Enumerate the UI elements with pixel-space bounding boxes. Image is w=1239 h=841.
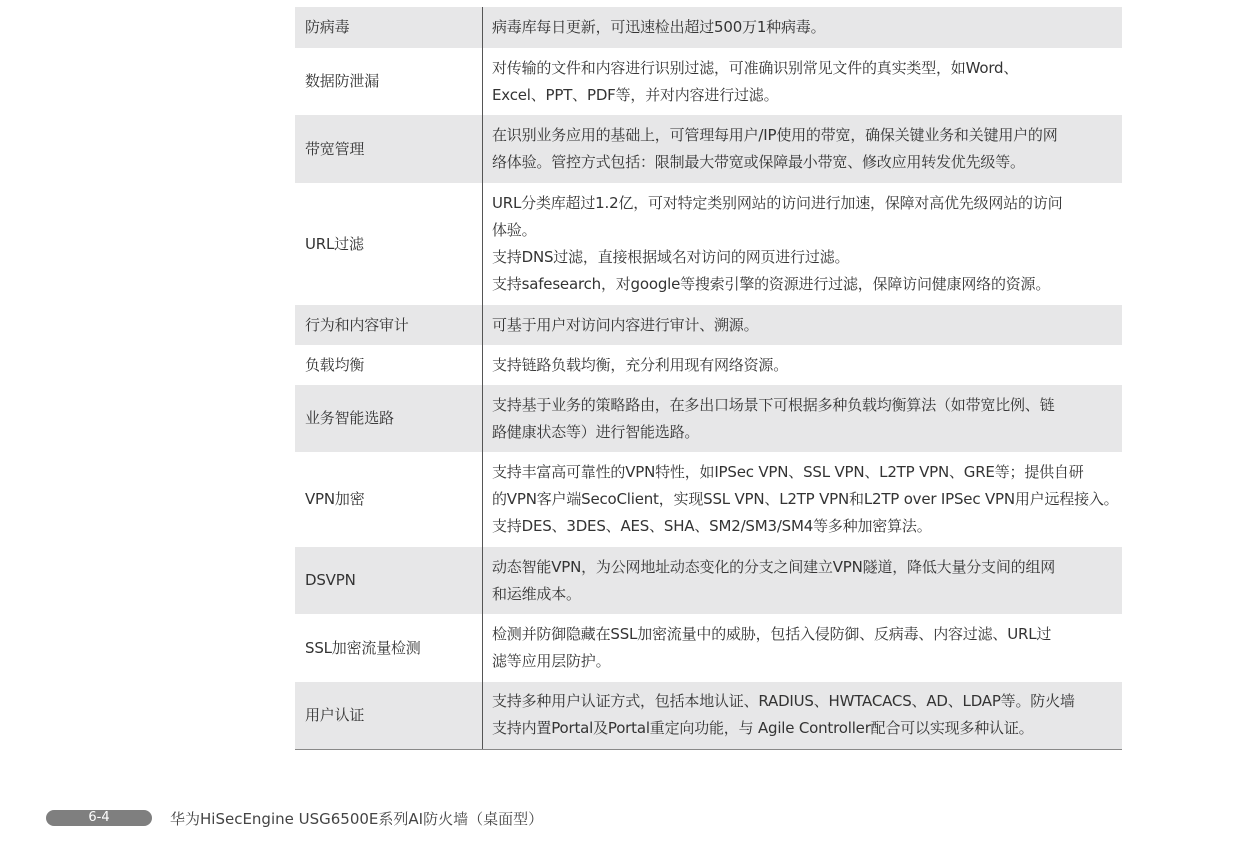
description-line: 支持safesearch，对google等搜索引擎的资源进行过滤，保障访问健康网络的资源。 — [492, 275, 1051, 293]
table-row — [295, 614, 1122, 682]
feature-description — [483, 547, 1123, 614]
feature-description — [483, 305, 1123, 345]
description-line: 支持基于业务的策略路由，在多出口场景下可根据多种负载均衡算法（如带宽比例、链 — [492, 395, 1055, 414]
feature-name: 用户认证 — [295, 682, 483, 749]
document-title: 华为HiSecEngine USG6500E系列AI防火墙（桌面型） — [170, 809, 544, 828]
table-row — [295, 682, 1122, 749]
feature-description — [483, 345, 1123, 385]
page-footer — [46, 804, 543, 832]
description-line: URL分类库超过1.2亿，可对特定类别网站的访问进行加速，保障对高优先级网站的访问 — [492, 194, 1063, 212]
feature-name: 负载均衡 — [295, 345, 483, 385]
description-line: 支持链路负载均衡，充分利用现有网络资源。 — [492, 355, 789, 374]
description-line: 支持DES、3DES、AES、SHA、SM2/SM3/SM4等多种加密算法。 — [492, 517, 932, 535]
description-line: 对传输的文件和内容进行识别过滤，可准确识别常见文件的真实类型，如Word、 — [492, 58, 1019, 77]
description-line: 病毒库每日更新，可迅速检出超过500万1种病毒。 — [492, 18, 826, 36]
table-row — [295, 115, 1122, 183]
description-line: 支持多种用户认证方式，包括本地认证、RADIUS、HWTACACS、AD、LDAP等。防火墙 — [492, 692, 1075, 711]
feature-description — [483, 48, 1123, 115]
feature-name: VPN加密 — [295, 452, 483, 547]
spec-table — [295, 7, 1122, 750]
description-line: Excel、PPT、PDF等，并对内容进行过滤。 — [492, 85, 779, 104]
table-row — [295, 345, 1122, 385]
feature-name: 数据防泄漏 — [295, 48, 483, 115]
spec-table-body — [295, 7, 1122, 749]
feature-name: URL过滤 — [295, 183, 483, 305]
description-line: 在识别业务应用的基础上，可管理每用户/IP使用的带宽，确保关键业务和关键用户的网 — [492, 126, 1058, 144]
description-line: 可基于用户对访问内容进行审计、溯源。 — [492, 315, 759, 334]
table-row — [295, 547, 1122, 614]
feature-name: 业务智能选路 — [295, 385, 483, 452]
description-line: 体验。 — [492, 221, 537, 239]
table-row — [295, 7, 1122, 48]
feature-description — [483, 452, 1123, 547]
table-row — [295, 452, 1122, 547]
table-row — [295, 183, 1122, 305]
feature-description — [483, 385, 1123, 452]
feature-description — [483, 115, 1123, 183]
description-line: 动态智能VPN，为公网地址动态变化的分支之间建立VPN隧道，降低大量分支间的组网 — [492, 557, 1056, 576]
feature-name: 带宽管理 — [295, 115, 483, 183]
table-row — [295, 305, 1122, 345]
table-row — [295, 48, 1122, 115]
feature-description — [483, 7, 1123, 48]
description-line: 检测并防御隐藏在SSL加密流量中的威胁，包括入侵防御、反病毒、内容过滤、URL过 — [492, 625, 1052, 643]
description-line: 的VPN客户端SecoClient，实现SSL VPN、L2TP VPN和L2TP over IPSec VPN用户远程接入。 — [492, 490, 1119, 508]
description-line: 支持内置Portal及Portal重定向功能，与 Agile Controller配合可以实现多种认证。 — [492, 719, 1034, 738]
feature-description — [483, 682, 1123, 749]
description-line: 滤等应用层防护。 — [492, 652, 611, 670]
description-line: 络体验。管控方式包括：限制最大带宽或保障最小带宽、修改应用转发优先级等。 — [492, 153, 1025, 171]
feature-description — [483, 614, 1123, 682]
description-line: 支持DNS过滤，直接根据域名对访问的网页进行过滤。 — [492, 248, 850, 266]
feature-name: DSVPN — [295, 547, 483, 614]
feature-description — [483, 183, 1123, 305]
description-line: 路健康状态等）进行智能选路。 — [492, 422, 700, 441]
description-line: 和运维成本。 — [492, 584, 581, 603]
feature-name: 防病毒 — [295, 7, 483, 48]
feature-name: SSL加密流量检测 — [295, 614, 483, 682]
page-number-badge: 6-4 — [46, 810, 152, 826]
table-row — [295, 385, 1122, 452]
feature-name: 行为和内容审计 — [295, 305, 483, 345]
description-line: 支持丰富高可靠性的VPN特性，如IPSec VPN、SSL VPN、L2TP VPN、GRE等；提供自研 — [492, 463, 1084, 481]
